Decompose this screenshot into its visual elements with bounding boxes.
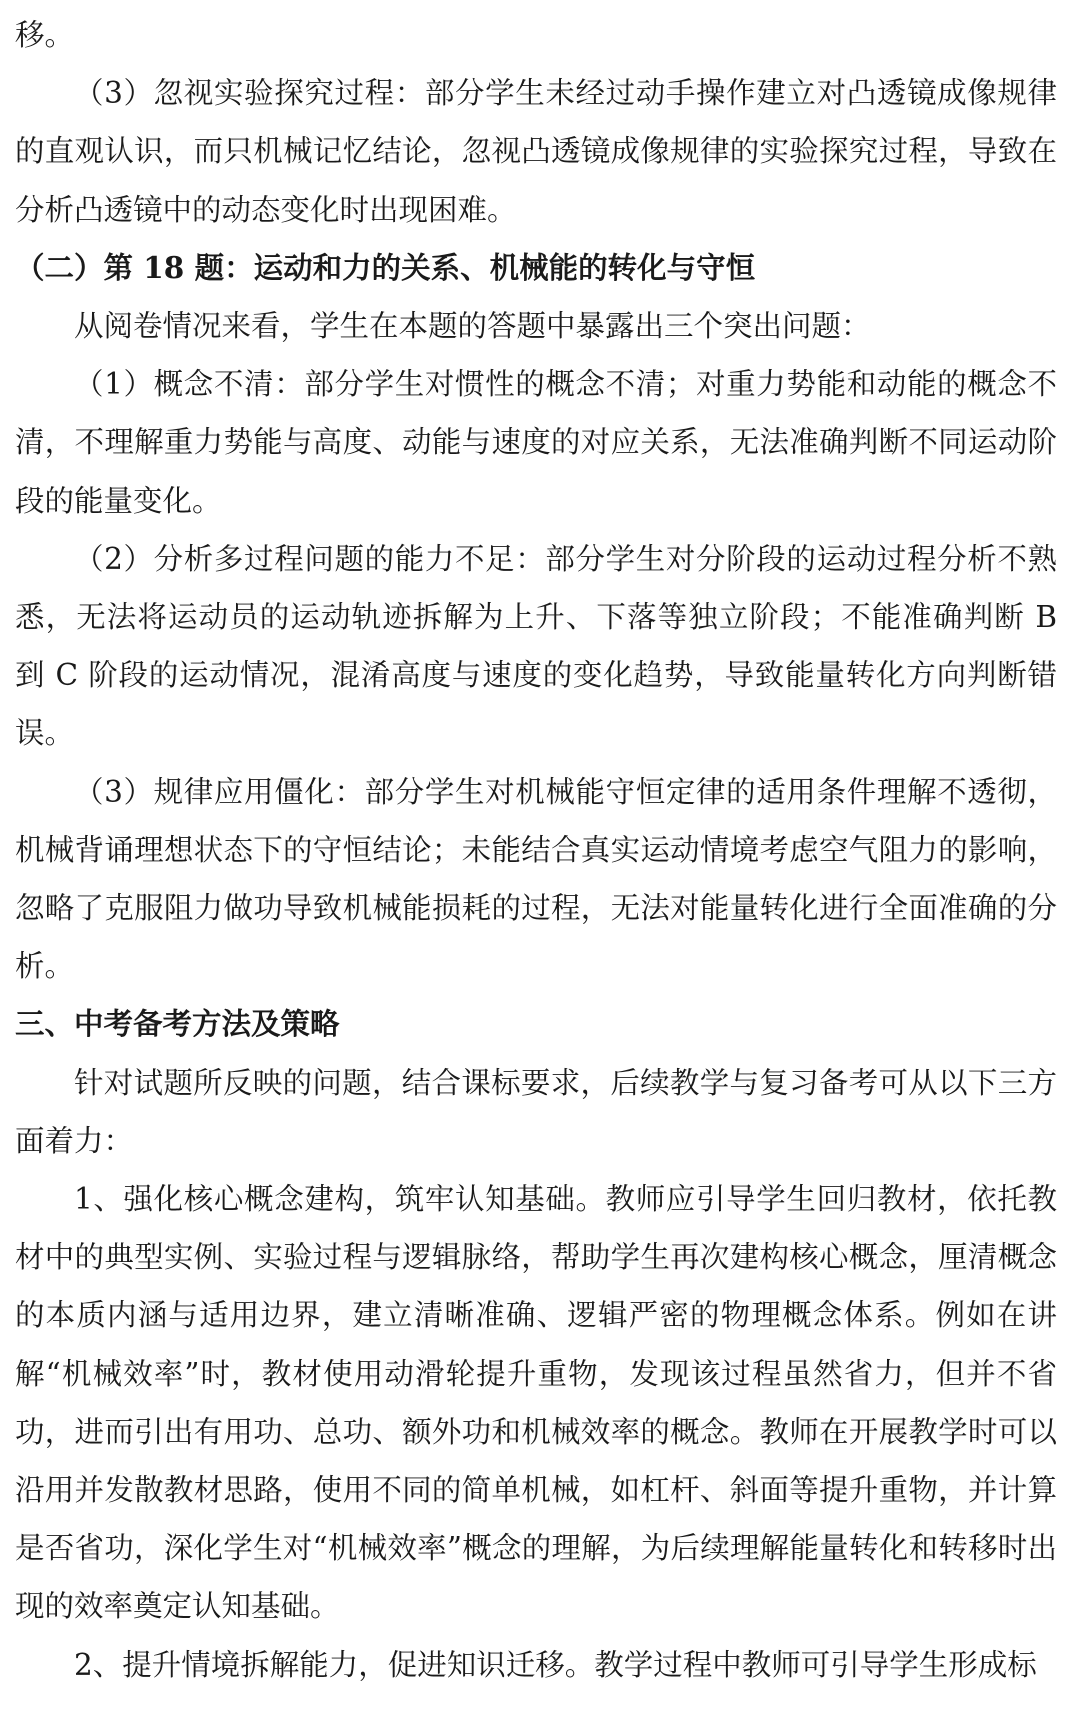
paragraph-unclear-concepts: （1）概念不清：部分学生对惯性的概念不清；对重力势能和动能的概念不清，不理解重力势能与高度、动能与速度的对应关系，无法准确判断不同运动阶段的能量变化。 xyxy=(15,367,1057,518)
paragraph-strategy-intro: 针对试题所反映的问题，结合课标要求，后续教学与复习备考可从以下三方面着力： xyxy=(15,1065,1057,1158)
section-heading-question-18: （二）第 18 题：运动和力的关系、机械能的转化与守恒 xyxy=(15,249,756,285)
paragraph-strategy-2: 2、提升情境拆解能力，促进知识迁移。教学过程中教师可引导学生形成标 xyxy=(74,1647,1037,1682)
paragraph-rigid-application: （3）规律应用僵化：部分学生对机械能守恒定律的适用条件理解不透彻，机械背诵理想状态下的守恒结论；未能结合真实运动情境考虑空气阻力的影响，忽略了克服阻力做功导致机械能损耗的过程，无法对能量转化进行全面准确的分析。 xyxy=(15,774,1057,984)
section-heading-exam-strategy: 三、中考备考方法及策略 xyxy=(15,1006,340,1042)
paragraph-convex-lens-experiment: （3）忽视实验探究过程：部分学生未经过动手操作建立对凸透镜成像规律的直观认识，而只机械记忆结论，忽视凸透镜成像规律的实验探究过程，导致在分析凸透镜中的动态变化时出现困难。 xyxy=(15,76,1057,227)
document-page xyxy=(15,6,1057,1694)
paragraph-multi-process-analysis: （2）分析多过程问题的能力不足：部分学生对分阶段的运动过程分析不熟悉，无法将运动员的运动轨迹拆解为上升、下落等独立阶段；不能准确判断 B 到 C 阶段的运动情况，混淆高度与速度的变化趋势，导致能量转化方向判断错误。 xyxy=(15,541,1057,751)
paragraph-continuation: 移。 xyxy=(15,18,75,52)
paragraph-strategy-1: 1、强化核心概念建构，筑牢认知基础。教师应引导学生回归教材，依托教材中的典型实例、实验过程与逻辑脉络，帮助学生再次建构核心概念，厘清概念的本质内涵与适用边界，建立清晰准确、逻辑严密的物理概念体系。例如在讲解“机械效率”时，教材使用动滑轮提升重物，发现该过程虽然省力，但并不省功，进而引出有用功、总功、额外功和机械效率的概念。教师在开展教学时可以沿用并发散教材思路，使用不同的简单机械，如杠杆、斜面等提升重物，并计算是否省功，深化学生对“机械效率”概念的理解，为后续理解能量转化和转移时出现的效率奠定认知基础。 xyxy=(15,1182,1057,1624)
paragraph-grading-overview: 从阅卷情况来看，学生在本题的答题中暴露出三个突出问题： xyxy=(74,309,871,344)
